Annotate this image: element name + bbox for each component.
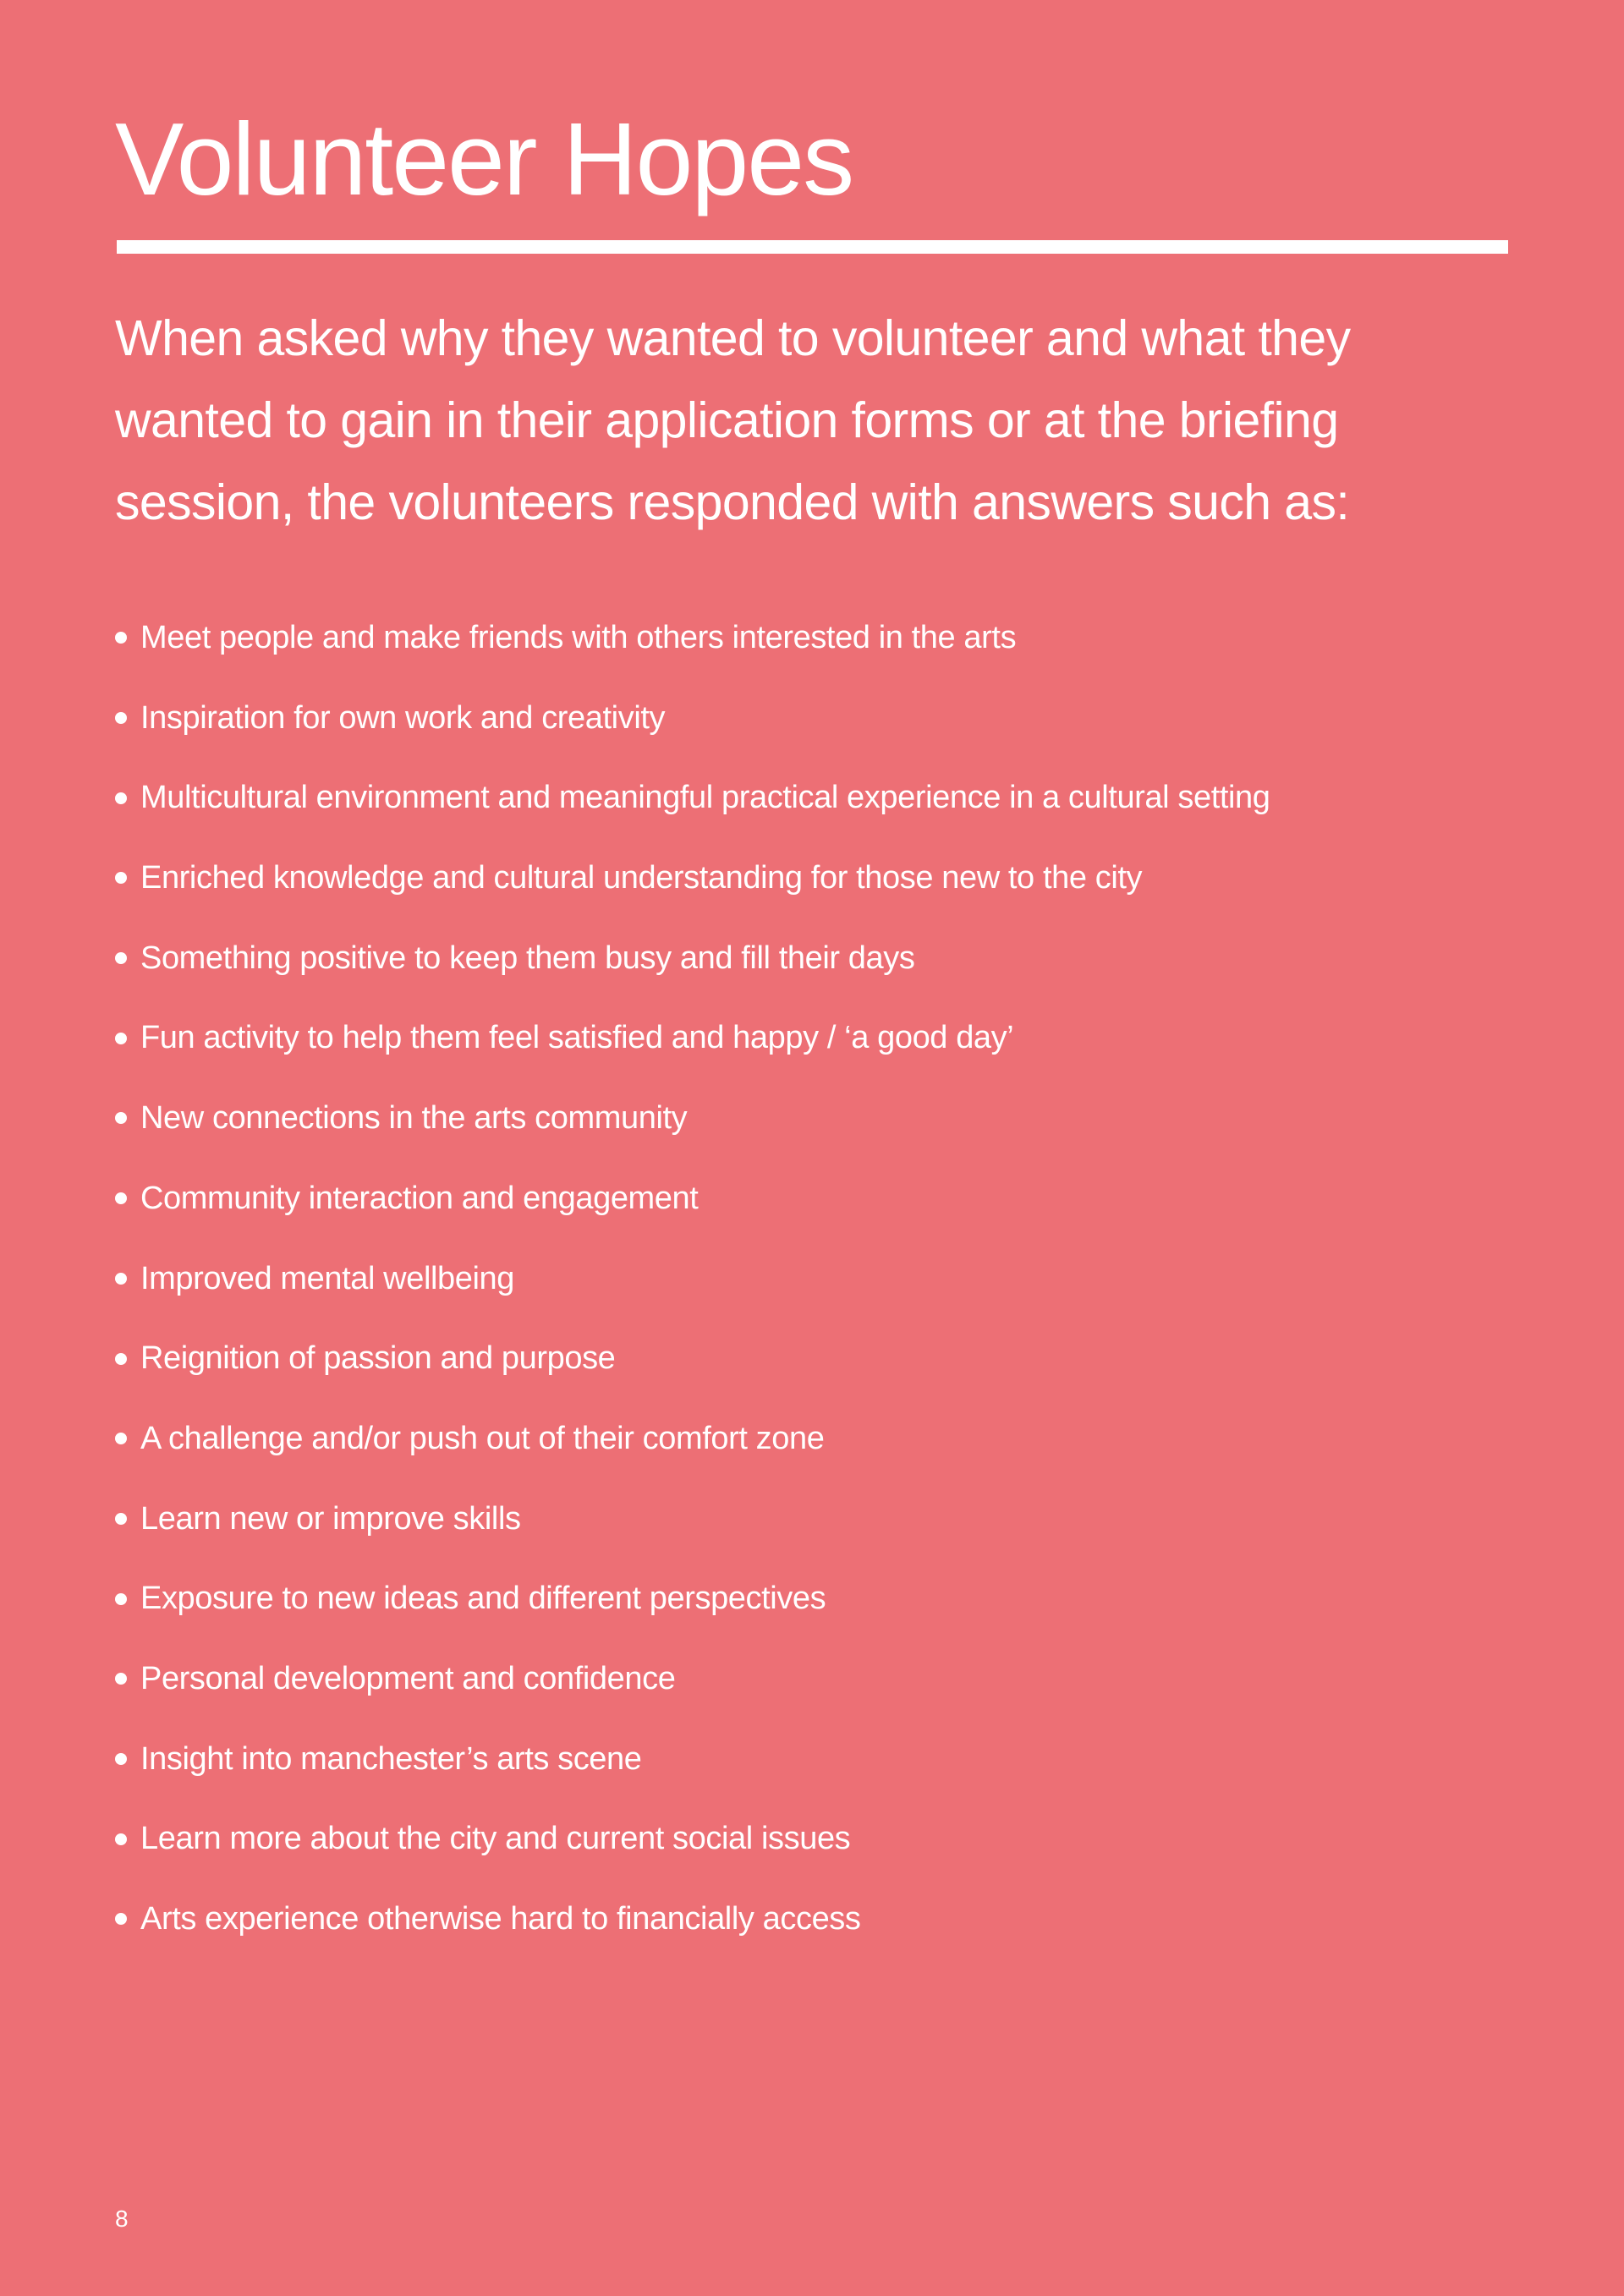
bullet-icon (115, 1913, 127, 1925)
bullet-icon (115, 1513, 127, 1525)
bullet-icon (115, 1033, 127, 1044)
list-item (115, 758, 1519, 838)
list-item (115, 1159, 1519, 1239)
list-item-text: Learn new or improve skills (140, 1500, 521, 1537)
hopes-list (115, 598, 1519, 1959)
bullet-icon (115, 792, 127, 804)
list-item-text: Something positive to keep them busy and fill their days (140, 940, 915, 976)
list-item-text: Community interaction and engagement (140, 1180, 699, 1216)
page-title: Volunteer Hopes (115, 101, 853, 216)
list-item-text: New connections in the arts community (140, 1100, 688, 1137)
list-item (115, 1879, 1519, 1959)
list-item (115, 1078, 1519, 1159)
bullet-icon (115, 1112, 127, 1124)
list-item-text: Multicultural environment and meaningful practical experience in a cultural setting (140, 780, 1270, 816)
list-item (115, 1318, 1519, 1399)
bullet-icon (115, 872, 127, 884)
list-item-text: Exposure to new ideas and different perspectives (140, 1581, 826, 1617)
list-item (115, 918, 1519, 999)
bullet-icon (115, 632, 127, 644)
list-item (115, 838, 1519, 918)
list-item-text: Fun activity to help them feel satisfied and happy / ‘a good day’ (140, 1020, 1014, 1056)
list-item-text: Reignition of passion and purpose (140, 1340, 616, 1377)
list-item-text: Enriched knowledge and cultural understanding for those new to the city (140, 860, 1143, 896)
bullet-icon (115, 1273, 127, 1285)
bullet-icon (115, 712, 127, 724)
list-item (115, 1559, 1519, 1639)
list-item-text: Arts experience otherwise hard to financially access (140, 1901, 861, 1937)
bullet-icon (115, 1753, 127, 1765)
bullet-icon (115, 1593, 127, 1605)
title-divider (117, 240, 1508, 254)
bullet-icon (115, 1833, 127, 1845)
bullet-icon (115, 952, 127, 964)
bullet-icon (115, 1353, 127, 1365)
list-item (115, 1479, 1519, 1559)
list-item (115, 1719, 1519, 1800)
list-item-text: A challenge and/or push out of their comfort zone (140, 1420, 825, 1456)
bullet-icon (115, 1192, 127, 1204)
list-item-text: Personal development and confidence (140, 1660, 676, 1696)
list-item-text: Insight into manchester’s arts scene (140, 1740, 642, 1777)
intro-paragraph: When asked why they wanted to volunteer and what they wanted to gain in their application forms or at the briefing session, the volunteers responded with answers such as: (115, 310, 1351, 530)
list-item-text: Inspiration for own work and creativity (140, 699, 666, 736)
list-item (115, 1799, 1519, 1879)
list-item-text: Improved mental wellbeing (140, 1260, 515, 1296)
bullet-icon (115, 1433, 127, 1444)
list-item-text: Learn more about the city and current social issues (140, 1821, 851, 1857)
bullet-icon (115, 1673, 127, 1685)
list-item (115, 998, 1519, 1078)
list-item (115, 1639, 1519, 1719)
list-item (115, 598, 1519, 678)
list-item (115, 1399, 1519, 1479)
list-item (115, 1239, 1519, 1319)
list-item-text: Meet people and make friends with others interested in the arts (140, 620, 1017, 655)
page-number: 8 (115, 2206, 129, 2232)
list-item (115, 678, 1519, 759)
